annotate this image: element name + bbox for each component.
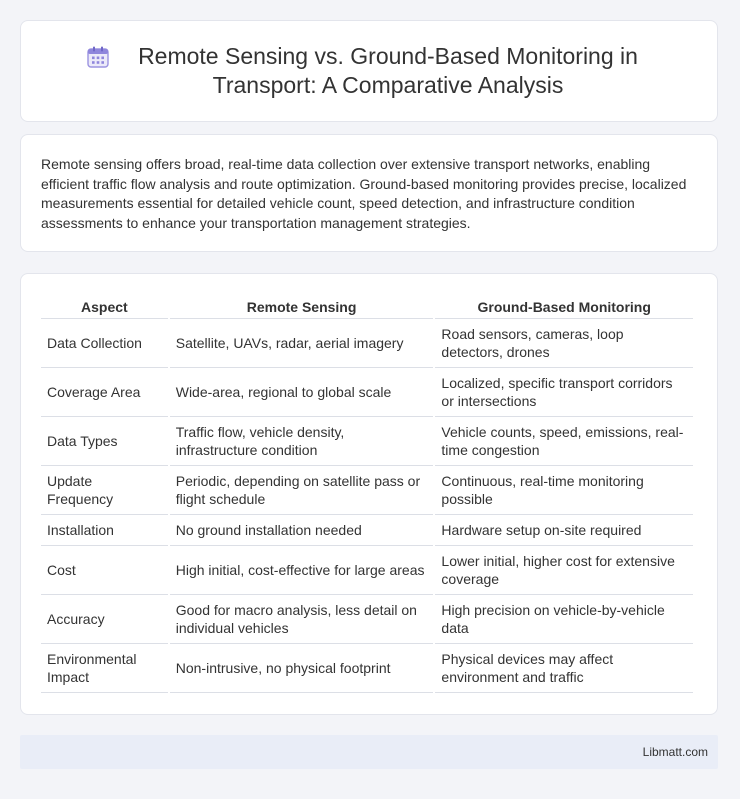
cell-remote: No ground installation needed bbox=[170, 515, 434, 546]
cell-aspect: Update Frequency bbox=[41, 466, 168, 515]
cell-ground: Road sensors, cameras, loop detectors, drones bbox=[435, 319, 693, 368]
table-row bbox=[41, 319, 693, 368]
cell-aspect: Data Types bbox=[41, 417, 168, 466]
table-row bbox=[41, 466, 693, 515]
intro-text: Remote sensing offers broad, real-time data collection over extensive transport networks, enabling efficient traffic flow analysis and route optimization. Ground-based monitoring provides precise, localized measurements essential for detailed vehicle count, speed detection, and infrastructure condition assessments to enhance your transportation management strategies. bbox=[41, 156, 687, 231]
table-row bbox=[41, 417, 693, 466]
cell-remote: Wide-area, regional to global scale bbox=[170, 368, 434, 417]
cell-aspect: Environmental Impact bbox=[41, 644, 168, 693]
cell-remote: Periodic, depending on satellite pass or flight schedule bbox=[170, 466, 434, 515]
cell-ground: Continuous, real-time monitoring possible bbox=[435, 466, 693, 515]
cell-remote: High initial, cost-effective for large areas bbox=[170, 546, 434, 595]
cell-aspect: Installation bbox=[41, 515, 168, 546]
header-remote-sensing: Remote Sensing bbox=[170, 296, 434, 319]
cell-ground: Localized, specific transport corridors or intersections bbox=[435, 368, 693, 417]
cell-remote: Good for macro analysis, less detail on individual vehicles bbox=[170, 595, 434, 644]
cell-aspect: Coverage Area bbox=[41, 368, 168, 417]
calendar-icon bbox=[85, 44, 111, 70]
cell-remote: Non-intrusive, no physical footprint bbox=[170, 644, 434, 693]
cell-ground: Lower initial, higher cost for extensive coverage bbox=[435, 546, 693, 595]
table-row bbox=[41, 546, 693, 595]
table-row bbox=[41, 644, 693, 693]
header-ground-based: Ground-Based Monitoring bbox=[435, 296, 693, 319]
header-aspect: Aspect bbox=[41, 296, 168, 319]
cell-remote: Satellite, UAVs, radar, aerial imagery bbox=[170, 319, 434, 368]
table-row bbox=[41, 595, 693, 644]
cell-ground: High precision on vehicle-by-vehicle data bbox=[435, 595, 693, 644]
comparison-table bbox=[39, 296, 695, 693]
cell-aspect: Cost bbox=[41, 546, 168, 595]
cell-ground: Hardware setup on-site required bbox=[435, 515, 693, 546]
table-row bbox=[41, 515, 693, 546]
cell-ground: Physical devices may affect environment and traffic bbox=[435, 644, 693, 693]
cell-aspect: Accuracy bbox=[41, 595, 168, 644]
cell-remote: Traffic flow, vehicle density, infrastructure condition bbox=[170, 417, 434, 466]
intro-card bbox=[20, 134, 718, 252]
footer bbox=[20, 735, 718, 769]
cell-ground: Vehicle counts, speed, emissions, real-time congestion bbox=[435, 417, 693, 466]
footer-link[interactable]: Libmatt.com bbox=[642, 745, 708, 759]
cell-aspect: Data Collection bbox=[41, 319, 168, 368]
page-title: Remote Sensing vs. Ground-Based Monitoring in Transport: A Comparative Analysis bbox=[138, 43, 638, 98]
title-card bbox=[20, 20, 718, 122]
title-wrap bbox=[85, 42, 653, 100]
table-card bbox=[20, 273, 718, 715]
table-header-row bbox=[41, 296, 693, 319]
table-row bbox=[41, 368, 693, 417]
